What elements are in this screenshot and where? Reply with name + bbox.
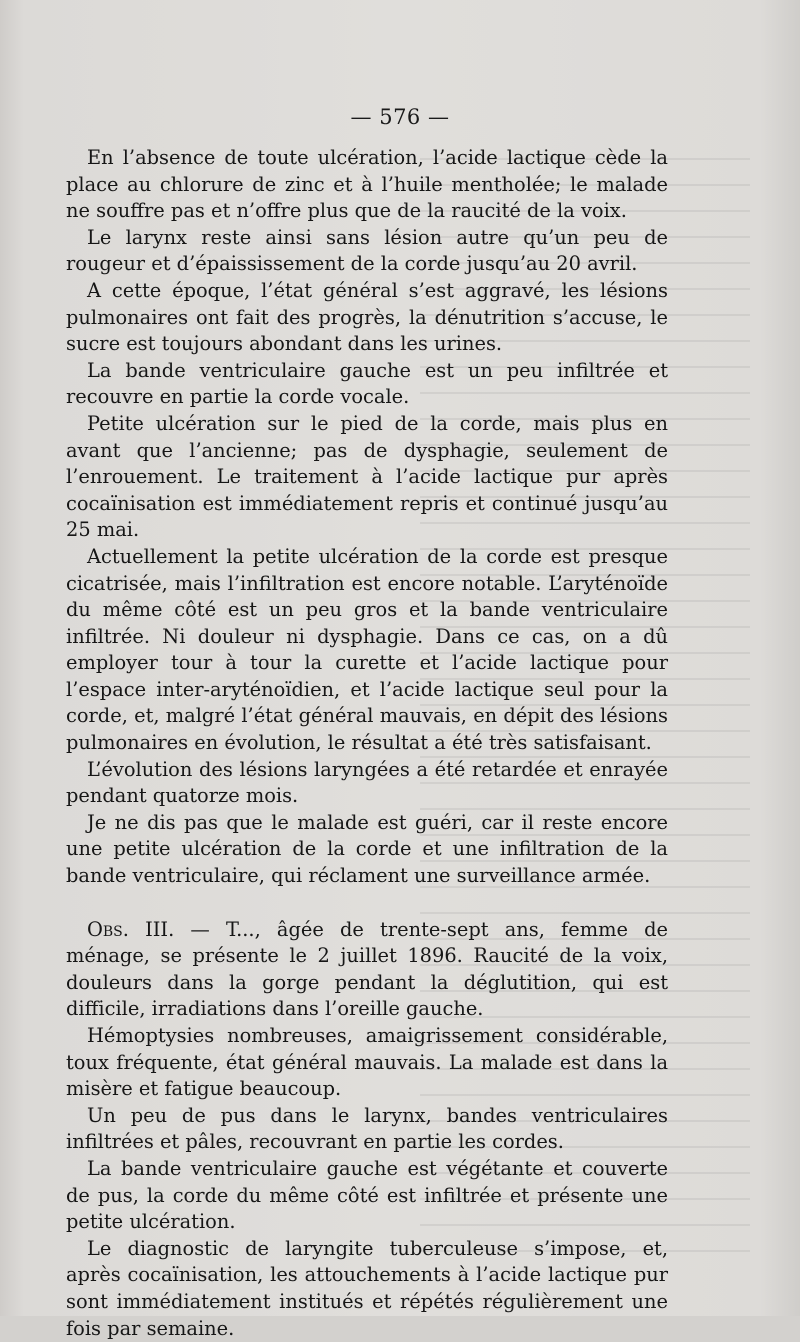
paragraph: L’évolution des lésions laryngées a été retardée et enrayée pendant quatorze mois. (66, 757, 668, 808)
paragraph: La bande ventriculaire gauche est végétante et couverte de pus, la corde du même côté est infiltrée et présente une petite ulcération. (66, 1156, 668, 1234)
observation-text: — T..., âgée de trente-sept ans, femme de ménage, se présente le 2 juillet 1896. Raucité de la voix, douleurs dans la gorge pendant la déglutition, qui est difficile, irradiations dans l’oreille gauche. (66, 917, 668, 1021)
paragraph: A cette époque, l’état général s’est aggravé, les lésions pulmonaires ont fait des progrès, la dénutrition s’accuse, le sucre est toujours abondant dans les urines. (66, 278, 668, 356)
paragraph: Un peu de pus dans le larynx, bandes ventriculaires infiltrées et pâles, recouvrant en partie les cordes. (66, 1103, 668, 1154)
paragraph: Le larynx reste ainsi sans lésion autre qu’un peu de rougeur et d’épaississement de la corde jusqu’au 20 avril. (66, 225, 668, 276)
paragraph: La bande ventriculaire gauche est un peu infiltrée et recouvre en partie la corde vocale. (66, 358, 668, 409)
observation-paragraph (66, 917, 668, 1023)
page-number: — 576 — (350, 105, 450, 129)
observation-label: Obs. III. (87, 917, 175, 941)
paragraph: En l’absence de toute ulcération, l’acide lactique cède la place au chlorure de zinc et à l’huile mentholée; le malade ne souffre pas et n’offre plus que de la raucité de la voix. (66, 146, 668, 223)
paragraph: Je ne dis pas que le malade est guéri, car il reste encore une petite ulcération de la corde et une infiltration de la bande ventriculaire, qui réclament une surveillance armée. (66, 810, 668, 888)
paragraph: Petite ulcération sur le pied de la corde, mais plus en avant que l’ancienne; pas de dysphagie, seulement de l’enrouement. Le traitement à l’acide lactique pur après cocaïnisation est immédiatement repris et continué jusqu’au 25 mai. (66, 411, 668, 542)
paragraph: Actuellement la petite ulcération de la corde est presque cicatrisée, mais l’infiltration est encore notable. L’aryténoïde du même côté est un peu gros et la bande ventriculaire infiltrée. Ni douleur ni dysphagie. Dans ce cas, on a dû employer tour à tour la curette et l’acide lactique pour l’espace inter-aryténoïdien, et l’acide lactique seul pour la corde, et, malgré l’état général mauvais, en dépit des lésions pulmonaires en évolution, le résultat a été très satisfaisant. (66, 544, 668, 755)
body-text (66, 145, 668, 1342)
paragraph: Hémoptysies nombreuses, amaigrissement considérable, toux fréquente, état général mauvais. La malade est dans la misère et fatigue beaucoup. (66, 1024, 668, 1101)
paragraph: Le diagnostic de laryngite tuberculeuse s’impose, et, après cocaïnisation, les attouchements à l’acide lactique pur sont immédiatement institués et répétés régulièrement une fois par semaine. (66, 1236, 668, 1340)
